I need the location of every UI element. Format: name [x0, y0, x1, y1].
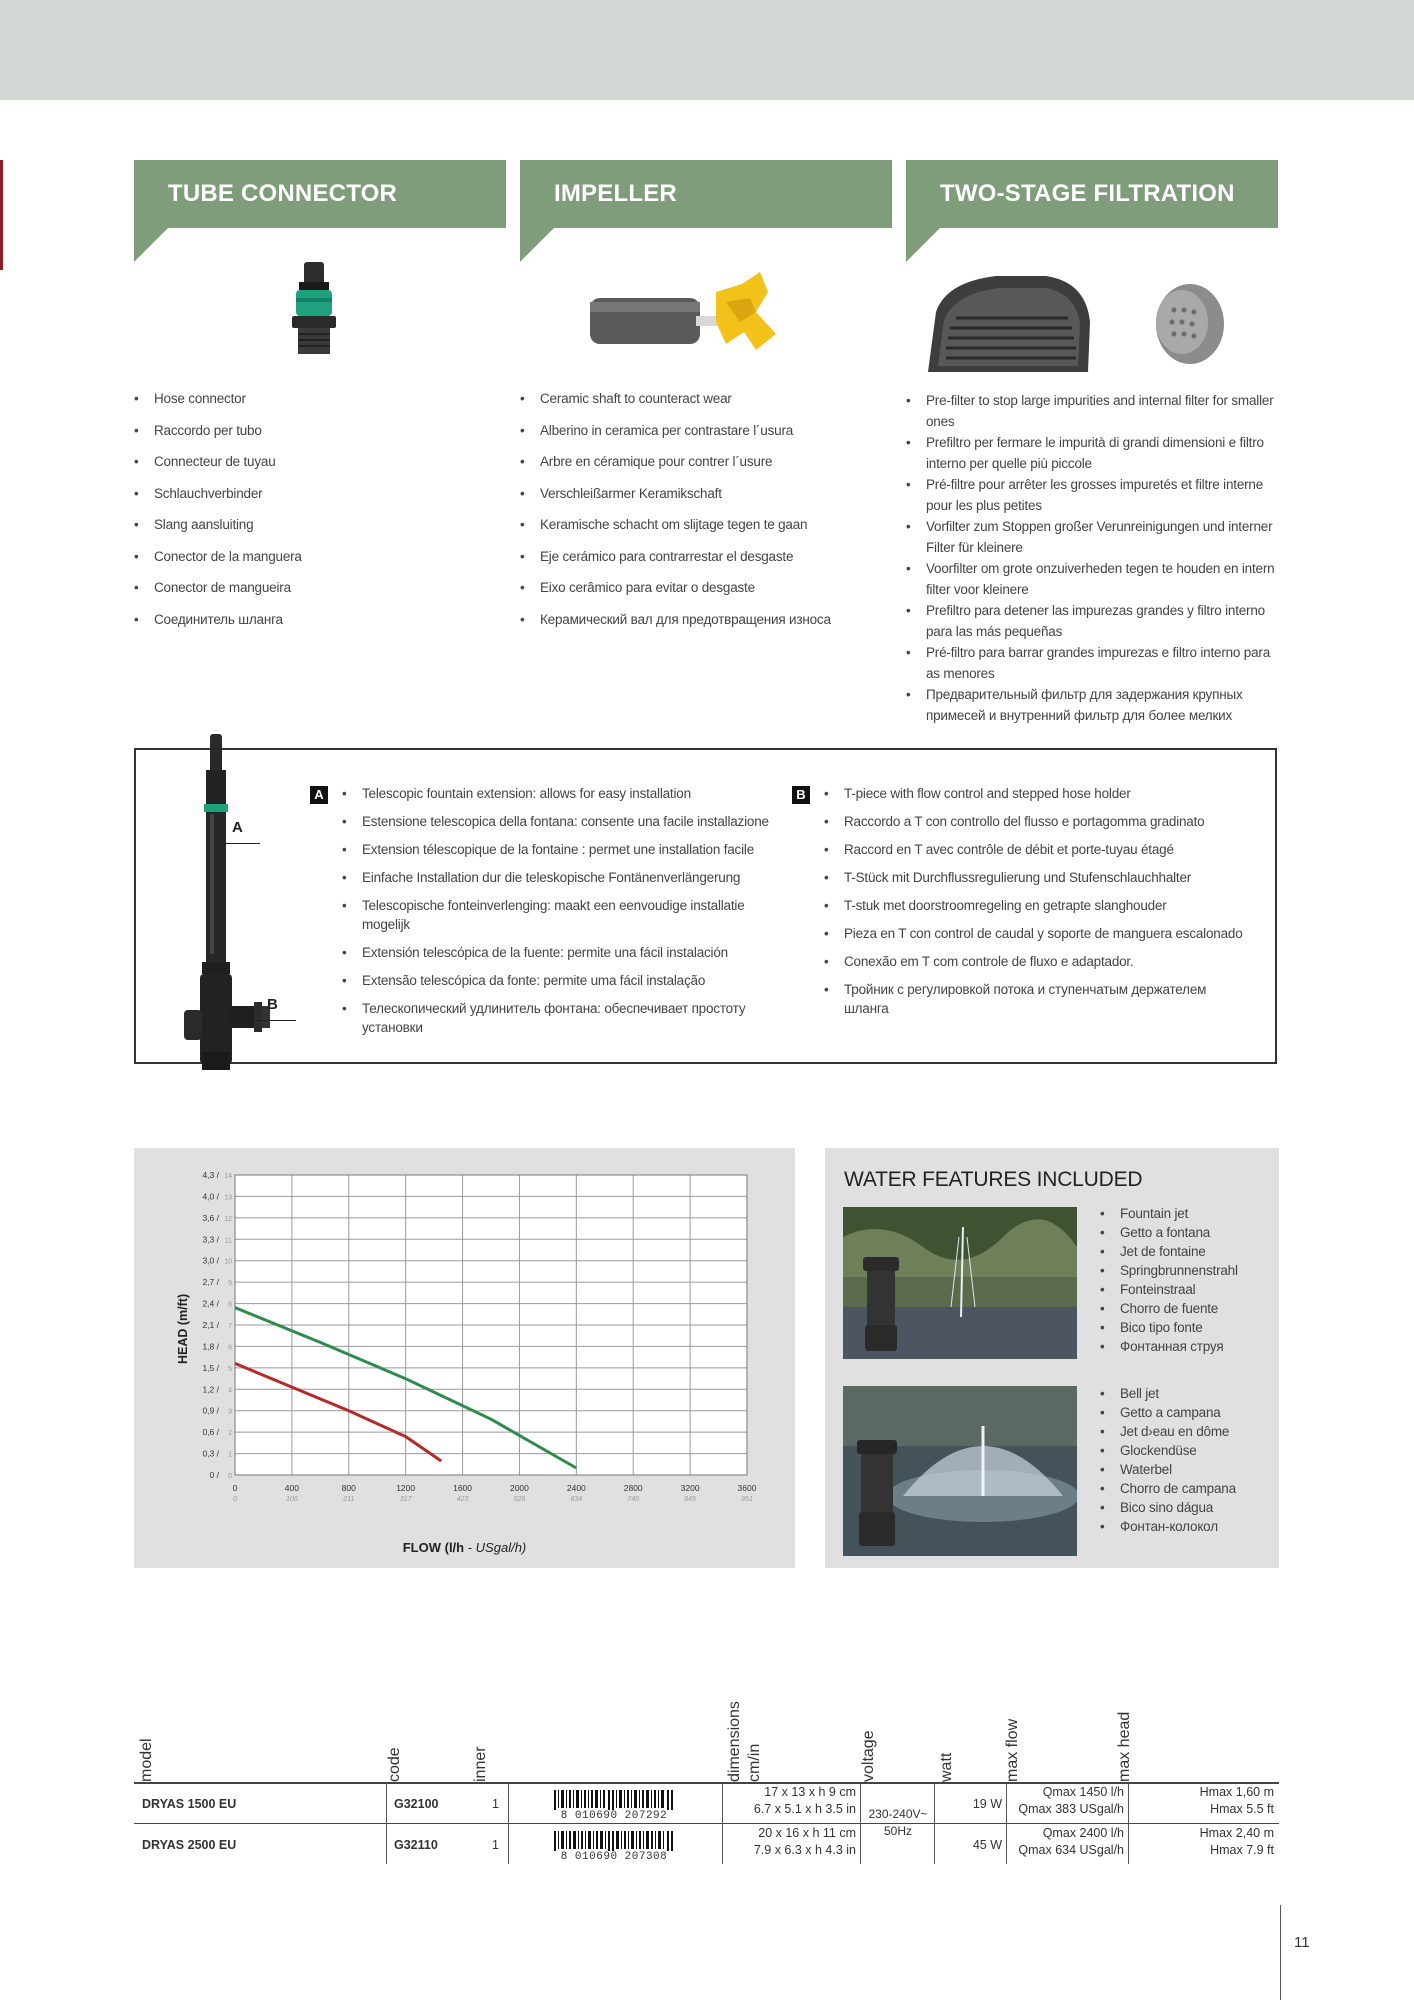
list-item: • Telescopische fonteinverlenging: maakt een eenvoudige installatie mogelijk [342, 896, 772, 934]
list-item: • T-piece with flow control and stepped hose holder [824, 784, 1244, 803]
dimensions-cm: 17 x 13 x h 9 cm [764, 1785, 856, 1799]
chart-x-tick-label-alt: 106 [286, 1496, 298, 1503]
chart-x-tick-label: 1600 [453, 1483, 473, 1493]
chart-y-tick-label: 1,5 / [202, 1362, 219, 1373]
chart-y-tick-label-alt: 1 [228, 1451, 232, 1459]
chart-y-tick-label: 3,0 / [202, 1255, 219, 1266]
list-item: • Raccordo per tubo [134, 422, 506, 439]
chart-x-tick-label: 2800 [623, 1483, 643, 1493]
top-band [0, 0, 1414, 100]
header-inner: inner [472, 1746, 489, 1782]
list-item: • T-Stück mit Durchflussregulierung und Stufenschlauchhalter [824, 868, 1244, 887]
list-item: • Slang aansluiting [134, 516, 506, 533]
list-item: • Eixo cerâmico para evitar o desgaste [520, 579, 892, 596]
list-item: • Prefiltro per fermare le impurità di grandi dimensioni e filtro interno per quelle più piccole [906, 432, 1278, 474]
list-item: • Verschleißarmer Keramikschaft [520, 485, 892, 502]
chart-x-tick-label: 800 [341, 1483, 356, 1493]
chart-y-tick-label: 2,7 / [202, 1277, 219, 1288]
list-item: • Eje cerámico para contrarrestar el desgaste [520, 548, 892, 565]
extension-pipe-image [166, 734, 276, 1084]
chart-y-tick-label-alt: 8 [228, 1301, 232, 1309]
header-code: code [386, 1747, 403, 1782]
list-item: • Conector de mangueira [134, 579, 506, 596]
cell-max-head [1130, 1825, 1274, 1865]
chart-y-tick-label-alt: 10 [224, 1258, 232, 1266]
table-row [134, 1825, 1279, 1865]
chart-y-tick-label: 0 / [209, 1470, 219, 1480]
chart-y-tick-label-alt: 7 [228, 1323, 232, 1330]
fountain-jet-photo [843, 1207, 1077, 1359]
chart-y-tick-label: 1,8 / [202, 1341, 219, 1352]
list-item: • Pré-filtre pour arrêter les grosses impuretés et filtre interne pour les plus petites [906, 474, 1278, 516]
max-head-m: Hmax 1,60 m [1199, 1785, 1274, 1799]
page-number: 11 [1294, 1934, 1310, 1951]
dimensions-in: 6.7 x 5.1 x h 3.5 in [753, 1802, 856, 1816]
performance-chart [134, 1148, 795, 1568]
chart-x-tick-label-alt: 740 [627, 1496, 640, 1503]
list-item: • Bell jet [1100, 1384, 1236, 1403]
chart-x-tick-label-alt: 951 [741, 1496, 753, 1503]
list-item: • Getto a fontana [1100, 1223, 1238, 1242]
chart-x-tick-label: 2000 [509, 1483, 529, 1493]
list-item: • Springbrunnenstrahl [1100, 1261, 1238, 1280]
list-item: • Getto a campana [1100, 1403, 1236, 1422]
chart-y-tick-label-alt: 13 [224, 1194, 232, 1202]
dimensions-cm: 20 x 16 x h 11 cm [758, 1826, 856, 1840]
list-item: • Chorro de campana [1100, 1479, 1236, 1498]
max-flow-lh: Qmax 2400 l/h [1042, 1826, 1124, 1840]
pointer-label-b: B [267, 996, 278, 1013]
list-item: • Телескопический удлинитель фонтана: обеспечивает простоту установки [342, 999, 772, 1037]
dimensions-in: 7.9 x 6.3 x h 4.3 in [753, 1843, 856, 1857]
chart-x-tick-label: 2400 [566, 1483, 586, 1493]
table-row [134, 1784, 1279, 1824]
feature-title: TUBE CONNECTOR [168, 180, 398, 207]
chart-y-tick-label-alt: 2 [228, 1430, 232, 1438]
list-item: • Raccord en T avec contrôle de débit et porte-tuyau étagé [824, 840, 1244, 859]
chart-xlabel-alt: USgal/h) [475, 1540, 527, 1555]
max-head-m: Hmax 2,40 m [1199, 1826, 1274, 1840]
chart-x-tick-label: 0 [232, 1483, 238, 1493]
chart-y-tick-label-alt: 14 [224, 1173, 232, 1180]
bell-jet-list [1100, 1384, 1236, 1536]
chart-x-tick-label: 1200 [396, 1483, 416, 1493]
chart-y-tick-label-alt: 4 [228, 1387, 232, 1395]
list-item: • Conector de la manguera [134, 548, 506, 565]
barcode-bars [552, 1790, 676, 1812]
max-flow-usgal: Qmax 383 USgal/h [1018, 1802, 1124, 1816]
chart-x-tick-label-alt: 0 [233, 1496, 237, 1503]
cell-watt: 19 W [972, 1797, 1002, 1811]
extension-list-a [342, 784, 772, 1046]
chart-x-tick-label: 3200 [680, 1483, 700, 1493]
cell-code: G32110 [394, 1838, 438, 1852]
telescopic-extension-box [134, 748, 1277, 1064]
list-item: • Фонтан-колокол [1100, 1517, 1236, 1536]
feature-header [520, 160, 892, 262]
header-model: model [138, 1738, 155, 1782]
list-item: • Hose connector [134, 390, 506, 407]
impeller-list [520, 390, 892, 628]
chart-x-tick-label-alt: 634 [570, 1496, 583, 1503]
list-item: • Alberino in ceramica per contrastare l´usura [520, 422, 892, 439]
chart-y-tick-label: 4,3 / [202, 1170, 219, 1180]
cell-dimensions [724, 1825, 856, 1865]
fountain-jet-list [1100, 1204, 1238, 1356]
feature-two-stage-filtration [906, 160, 1278, 726]
performance-chart-panel [134, 1148, 795, 1568]
list-item: • Voorfilter om grote onzuiverheden tegen te houden en intern filter voor kleinere [906, 558, 1278, 600]
barcode-number: 8 010690 207292 [552, 1810, 676, 1822]
cell-max-flow [1008, 1784, 1124, 1824]
chart-y-tick-label-alt: 11 [224, 1237, 232, 1245]
list-item: • Bico sino dágua [1100, 1498, 1236, 1517]
extension-list-b [824, 784, 1244, 1027]
chart-x-tick-label-alt: 845 [684, 1496, 696, 1503]
chart-y-tick-label: 4,0 / [202, 1191, 219, 1202]
feature-title: IMPELLER [554, 180, 677, 207]
header-voltage: voltage [860, 1730, 877, 1782]
barcode-bars [552, 1831, 676, 1853]
chart-y-tick-label-alt: 0 [228, 1473, 232, 1480]
list-item: • Bico tipo fonte [1100, 1318, 1238, 1337]
feature-tube-connector [134, 160, 506, 642]
cell-max-flow [1008, 1825, 1124, 1865]
list-item: • Schlauchverbinder [134, 485, 506, 502]
list-item: • Ceramic shaft to counteract wear [520, 390, 892, 407]
list-item: • Raccordo a T con controllo del flusso e portagomma gradinato [824, 812, 1244, 831]
list-item: • Chorro de fuente [1100, 1299, 1238, 1318]
max-flow-lh: Qmax 1450 l/h [1042, 1785, 1124, 1799]
header-max-flow: max flow [1004, 1718, 1021, 1782]
chart-y-tick-label: 0,9 / [202, 1405, 219, 1416]
tube-connector-image [134, 262, 506, 390]
chart-y-tick-label: 2,4 / [202, 1298, 219, 1309]
chart-y-tick-label-alt: 9 [228, 1280, 232, 1288]
chart-y-tick-label: 0,6 / [202, 1427, 219, 1438]
cell-dimensions [724, 1784, 856, 1824]
bell-jet-photo [843, 1386, 1077, 1556]
list-item: • Jet d›eau en dôme [1100, 1422, 1236, 1441]
feature-header [134, 160, 506, 262]
chart-y-tick-label-alt: 5 [228, 1365, 232, 1373]
chart-ylabel: HEAD (m/ft) [176, 1293, 190, 1364]
list-item: • Extension télescopique de la fontaine : permet une installation facile [342, 840, 772, 859]
list-item: • Pre-filter to stop large impurities and internal filter for smaller ones [906, 390, 1278, 432]
list-item: • Jet de fontaine [1100, 1242, 1238, 1261]
list-item: • Einfache Installation dur die teleskopische Fontänenverlängerung [342, 868, 772, 887]
chart-y-tick-label-alt: 3 [228, 1408, 232, 1416]
feature-header [906, 160, 1278, 262]
list-item: • Fonteinstraal [1100, 1280, 1238, 1299]
header-dimensions: dimensions [726, 1701, 743, 1782]
chart-y-tick-label-alt: 6 [228, 1344, 232, 1352]
filtration-image [906, 262, 1278, 390]
list-item: • Conexão em T com controle de fluxo e adaptador. [824, 952, 1244, 971]
list-item: • Керамический вал для предотвращения износа [520, 611, 892, 628]
list-item: • Предварительный фильтр для задержания крупных примесей и внутренний фильтр для более мелких [906, 684, 1278, 726]
list-item: • Фонтанная струя [1100, 1337, 1238, 1356]
list-item: • Pré-filtro para barrar grandes impurezas e filtro interno para as menores [906, 642, 1278, 684]
list-item: • Telescopic fountain extension: allows for easy installation [342, 784, 772, 803]
voltage-value: 230-240V~ [868, 1807, 928, 1821]
header-dimensions-unit: cm/in [746, 1743, 763, 1782]
water-features-title: WATER FEATURES INCLUDED [844, 1168, 1143, 1191]
list-item: • Fountain jet [1100, 1204, 1238, 1223]
chart-y-tick-label: 2,1 / [202, 1320, 219, 1330]
max-head-ft: Hmax 5.5 ft [1210, 1802, 1274, 1816]
cell-max-head [1130, 1784, 1274, 1824]
list-item: • Extensão telescópica da fonte: permite uma fácil instalação [342, 971, 772, 990]
chart-x-tick-label-alt: 211 [343, 1496, 355, 1503]
list-item: • T-stuk met doorstroomregeling en getrapte slanghouder [824, 896, 1244, 915]
list-item: • Pieza en T con control de caudal y soporte de manguera escalonado [824, 924, 1244, 943]
chart-x-tick-label-alt: 317 [399, 1496, 412, 1503]
chart-x-tick-label: 3600 [737, 1483, 757, 1493]
chart-y-tick-label: 0,3 / [202, 1448, 219, 1459]
header-max-head: max head [1116, 1711, 1133, 1782]
chart-x-tick-label-alt: 528 [513, 1496, 526, 1503]
chart-x-axis-title [134, 1540, 795, 1555]
cell-watt: 45 W [972, 1838, 1002, 1852]
pointer-line-b [252, 1020, 296, 1021]
chart-y-tick-label-alt: 12 [224, 1215, 232, 1223]
max-flow-usgal: Qmax 634 USgal/h [1018, 1843, 1124, 1857]
cell-model: DRYAS 2500 EU [142, 1838, 237, 1852]
chart-xlabel: FLOW (l/h [402, 1540, 465, 1555]
cell-inner: 1 [492, 1838, 499, 1852]
list-item: • Соединитель шланга [134, 611, 506, 628]
filtration-list [906, 390, 1278, 726]
side-accent-mark [0, 160, 3, 270]
list-item: • Vorfilter zum Stoppen großer Verunreinigungen und interner Filter für kleinere [906, 516, 1278, 558]
max-head-ft: Hmax 7.9 ft [1210, 1843, 1274, 1857]
tag-a: A [310, 786, 328, 804]
chart-x-tick-label: 400 [284, 1483, 299, 1493]
chart-y-tick-label: 1,2 / [202, 1384, 219, 1395]
impeller-image [520, 262, 892, 390]
cell-inner: 1 [492, 1797, 499, 1811]
list-item: • Estensione telescopica della fontana: consente una facile installazione [342, 812, 772, 831]
list-item: • Extensión telescópica de la fuente: permite una fácil instalación [342, 943, 772, 962]
table-header-row [134, 1690, 1279, 1782]
header-watt: watt [938, 1752, 955, 1782]
cell-model: DRYAS 1500 EU [142, 1797, 237, 1811]
list-item: • Arbre en céramique pour contrer l´usure [520, 453, 892, 470]
cell-code: G32100 [394, 1797, 439, 1811]
barcode [552, 1825, 676, 1865]
voltage-frequency: 50Hz [883, 1824, 912, 1838]
pointer-line-a [216, 843, 260, 844]
chart-y-tick-label: 3,3 / [202, 1234, 219, 1245]
tube-connector-list [134, 390, 506, 628]
list-item: • Тройник с регулировкой потока и ступенчатым держателем шланга [824, 980, 1244, 1018]
feature-impeller [520, 160, 892, 642]
pointer-label-a: A [232, 819, 243, 836]
tag-b: B [792, 786, 810, 804]
feature-title: TWO-STAGE FILTRATION [940, 180, 1235, 207]
list-item: • Prefiltro para detener las impurezas grandes y filtro interno para las más pequeñas [906, 600, 1278, 642]
chart-y-tick-label: 3,6 / [202, 1212, 219, 1223]
barcode-number: 8 010690 207308 [552, 1851, 676, 1863]
list-item: • Connecteur de tuyau [134, 453, 506, 470]
list-item: • Keramische schacht om slijtage tegen te gaan [520, 516, 892, 533]
barcode [552, 1784, 676, 1824]
chart-x-tick-label-alt: 423 [456, 1496, 469, 1503]
water-features-panel [825, 1148, 1279, 1568]
list-item: • Glockendüse [1100, 1441, 1236, 1460]
page-number-rule [1280, 1905, 1281, 2000]
list-item: • Waterbel [1100, 1460, 1236, 1479]
chart-xlabel-sep: - [464, 1540, 476, 1555]
